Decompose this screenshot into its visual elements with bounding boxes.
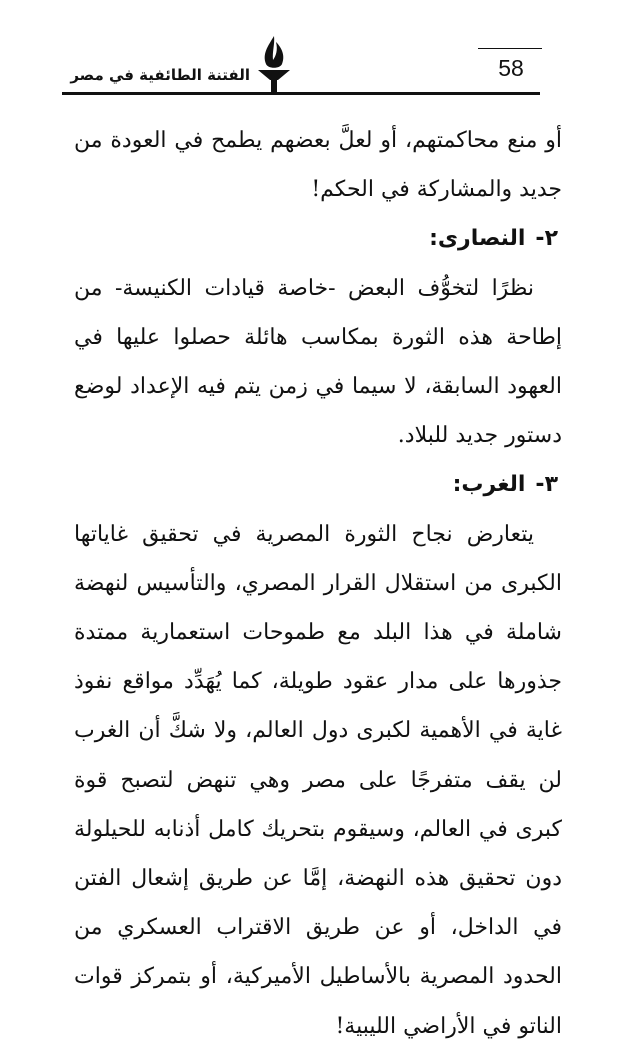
- page-number: 58: [498, 55, 524, 81]
- torch-handle: [271, 80, 277, 92]
- section-title: النصارى:: [429, 226, 526, 252]
- paragraph-2: نظرًا لتخوُّف البعض -خاصة قيادات الكنيسة- من إطاحة هذه الثورة بمكاسب هائلة حصلوا عليها في العهود السابقة، لا سيما في زمن يتم فيه الإعداد لوضع دستور جديد للبلاد.: [74, 275, 562, 449]
- paragraph-3: يتعارض نجاح الثورة المصرية في تحقيق غاياتها الكبرى من استقلال القرار المصري، والتأسيس لنهضة شاملة في هذا البلد مع طموحات استعمارية ممتدة جذورها على مدار عقود طويلة، كما يُهَدِّد مواقع نفوذ غاية في الأهمية لكبرى دول العالم، ولا شكَّ أن الغرب لن يقف متفرجًا على مصر وهي تنهض لتصبح قوة كبرى في العالم، وسيقوم بتحريك كامل أذنابه للحيلولة دون تحقيق هذه النهضة، إمَّا عن طريق إشعال الفتن في الداخل، أو عن طريق الاقتراب العسكري من الحدود المصرية بالأساطيل الأميركية، أو بتمركز قوات الناتو في الأراضي الليبية!: [74, 521, 562, 1039]
- section-title: الغرب:: [452, 472, 526, 498]
- running-title: الفتنة الطائفية في مصر: [70, 66, 250, 84]
- torch-cup: [258, 70, 290, 80]
- section-number: ٣-: [535, 472, 558, 498]
- page-body: [74, 116, 562, 1051]
- section-heading-west: [74, 460, 562, 509]
- torch-flame: [265, 36, 284, 68]
- header-rule: [62, 92, 540, 95]
- paragraph-1: أو منع محاكمتهم، أو لعلَّ بعضهم يطمح في العودة من جديد والمشاركة في الحكم!: [74, 128, 562, 203]
- torch-icon: [254, 34, 294, 94]
- section-number: ٢-: [535, 226, 558, 252]
- section-heading-christians: [74, 214, 562, 263]
- page-header: [62, 34, 540, 96]
